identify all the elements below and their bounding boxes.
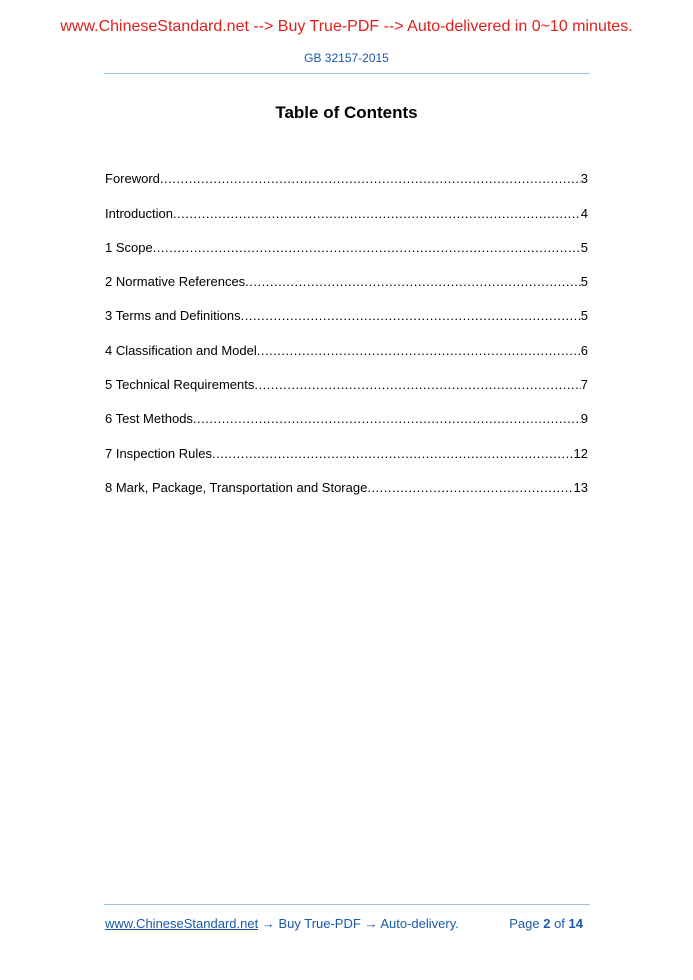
page-title: Table of Contents [275,103,418,122]
toc-entry[interactable] [105,298,588,332]
toc-entry[interactable] [105,161,588,195]
right-arrow-icon: → [364,916,378,931]
page-number [509,916,583,931]
toc-entry-page: 3 [580,171,588,187]
top-banner-link[interactable]: www.ChineseStandard.net --> Buy True-PDF --> Auto-delivered in 0~10 minutes. [60,18,633,35]
dot-leader [257,342,581,367]
toc-entry-page: 5 [580,239,588,255]
toc-entry[interactable] [105,401,588,435]
current-page: 2 [543,916,551,931]
toc-entry-label: 7 Inspection Rules [105,445,212,461]
toc-entry-label: 4 Classification and Model [105,342,257,358]
toc-entry[interactable] [105,367,588,401]
toc-entry-label: 6 Test Methods [105,411,193,427]
toc-entry-page: 4 [580,205,588,221]
dot-leader [193,410,581,435]
footer-delivery-text: Auto-delivery. [380,916,459,931]
toc-entry-page: 7 [580,377,588,393]
footer-buy-text: Buy True-PDF [278,916,361,931]
toc-entry-page: 12 [573,445,588,461]
table-of-contents [105,161,588,504]
dot-leader [367,479,573,504]
toc-entry-page: 6 [580,342,588,358]
document-id: GB 32157-2015 [304,51,389,65]
dot-leader [254,376,580,401]
right-arrow-icon: → [261,916,275,931]
dot-leader [160,170,581,195]
toc-entry[interactable] [105,332,588,366]
dot-leader [153,239,581,264]
toc-entry-page: 5 [580,274,588,290]
toc-entry[interactable] [105,470,588,504]
footer-divider [104,904,590,905]
toc-entry[interactable] [105,195,588,229]
toc-entry[interactable] [105,230,588,264]
toc-entry-label: 8 Mark, Package, Transportation and Storage [105,479,368,495]
toc-entry-label: 1 Scope [105,239,153,255]
page-of-label: of [554,916,565,931]
toc-entry-page: 13 [573,479,588,495]
footer-promo [105,916,459,931]
total-pages: 14 [568,916,583,931]
toc-entry[interactable] [105,435,588,469]
dot-leader [241,307,581,332]
toc-entry-label: 2 Normative References [105,274,246,290]
toc-entry-page: 5 [580,308,588,324]
dot-leader [173,205,581,230]
toc-entry-page: 9 [580,411,588,427]
dot-leader [245,273,581,298]
dot-leader [212,445,574,470]
page-label: Page [509,916,540,931]
toc-entry[interactable] [105,264,588,298]
footer-site-link[interactable]: www.ChineseStandard.net [105,916,259,931]
toc-entry-label: 5 Technical Requirements [105,377,255,393]
header-divider [104,73,590,74]
toc-entry-label: Introduction [105,205,173,221]
toc-entry-label: 3 Terms and Definitions [105,308,241,324]
toc-entry-label: Foreword [105,171,160,187]
